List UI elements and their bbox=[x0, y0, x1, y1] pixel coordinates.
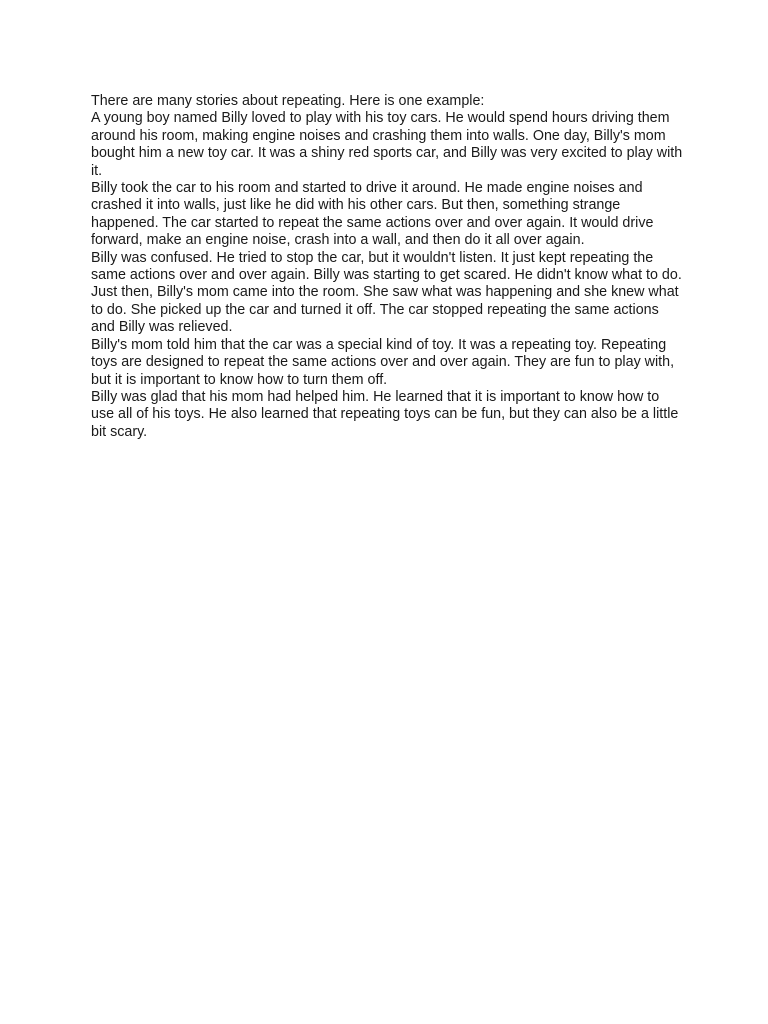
paragraph: Billy was glad that his mom had helped him. He learned that it is important to know how to use all of his toys. He also learned that repeating toys can be fun, but they can also be a little bit scary. bbox=[91, 388, 679, 440]
paragraph: Just then, Billy's mom came into the room. She saw what was happening and she knew what to do. She picked up the car and turned it off. The car stopped repeating the same actions and Billy was relieved. bbox=[91, 284, 679, 336]
document-body bbox=[91, 93, 683, 441]
paragraph: Billy's mom told him that the car was a special kind of toy. It was a repeating toy. Repeating toys are designed to repeat the same actions over and over again. They are fun to play with, but it is important to know how to turn them off. bbox=[91, 336, 675, 388]
paragraph: A young boy named Billy loved to play with his toy cars. He would spend hours driving them around his room, making engine noises and crashing them into walls. One day, Billy's mom bought him a new toy car. It was a shiny red sports car, and Billy was very excited to play with it. bbox=[91, 110, 683, 179]
paragraph: Billy was confused. He tried to stop the car, but it wouldn't listen. It just kept repeating the same actions over and over again. Billy was starting to get scared. He didn't know what to do. bbox=[91, 249, 682, 284]
paragraph: Billy took the car to his room and started to drive it around. He made engine noises and crashed it into walls, just like he did with his other cars. But then, something strange happened. The car started to repeat the same actions over and over again. It would drive forward, make an engine noise, crash into a wall, and then do it all over again. bbox=[91, 180, 654, 249]
paragraph-intro: There are many stories about repeating. Here is one example: bbox=[91, 93, 485, 109]
